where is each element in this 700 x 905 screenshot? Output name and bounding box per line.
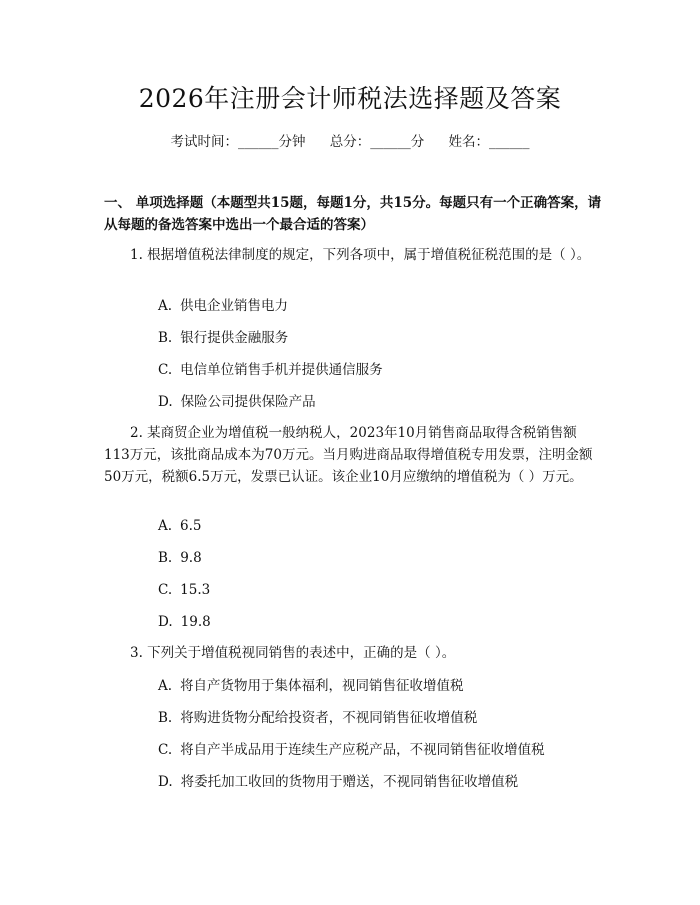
question-3-option-d xyxy=(158,772,598,792)
option-text: 电信单位销售手机并提供通信服务 xyxy=(180,362,383,378)
question-1-stem: 1. 根据增值税法律制度的规定，下列各项中，属于增值税征税范围的是（ ）。 xyxy=(130,247,591,263)
option-text: 银行提供金融服务 xyxy=(180,330,289,346)
question-1-option-a xyxy=(158,296,598,316)
option-text: 将自产半成品用于连续生产应税产品，不视同销售征收增值税 xyxy=(180,742,545,758)
option-label: B. xyxy=(158,330,173,346)
question-1-option-b xyxy=(158,328,598,348)
option-label: D. xyxy=(158,394,173,410)
option-label: C. xyxy=(158,362,173,378)
option-label: D. xyxy=(158,614,173,630)
option-label: B. xyxy=(158,710,173,726)
question-1-option-d xyxy=(158,392,598,412)
option-text: 将自产货物用于集体福利，视同销售征收增值税 xyxy=(180,678,464,694)
option-label: A. xyxy=(158,678,173,694)
option-label: C. xyxy=(158,742,173,758)
question-2-stem: 2. 某商贸企业为增值税一般纳税人，2023年10月销售商品取得含税销售额113万元，该批商品成本为70万元。当月购进商品取得增值税专用发票，注明金额50万元，税额6.5万元，发票已认证。该企业10月应缴纳的增值税为（ ）万元。 xyxy=(104,425,593,485)
question-2-option-d xyxy=(158,612,598,632)
option-text: 15.3 xyxy=(180,582,211,598)
option-text: 保险公司提供保险产品 xyxy=(180,394,316,410)
option-label: C. xyxy=(158,582,173,598)
option-text: 供电企业销售电力 xyxy=(180,298,289,314)
option-label: A. xyxy=(158,298,173,314)
question-3-option-c xyxy=(158,740,598,760)
option-text: 6.5 xyxy=(180,518,202,534)
question-2-option-b xyxy=(158,548,598,568)
option-label: B. xyxy=(158,550,173,566)
option-text: 将委托加工收回的货物用于赠送，不视同销售征收增值税 xyxy=(180,774,519,790)
question-3-stem: 3. 下列关于增值税视同销售的表述中，正确的是（ ）。 xyxy=(130,645,456,661)
question-3-option-a xyxy=(158,676,598,696)
question-3-option-b xyxy=(158,708,598,728)
section-heading: 一、 单项选择题（本题型共15题，每题1分，共15分。每题只有一个正确答案，请从每题的备选答案中选出一个最合适的答案） xyxy=(104,195,602,233)
exam-info-line xyxy=(0,132,700,152)
option-label: A. xyxy=(158,518,173,534)
total-score-field: 总分：______分 xyxy=(329,134,425,150)
option-text: 将购进货物分配给投资者，不视同销售征收增值税 xyxy=(180,710,478,726)
option-text: 19.8 xyxy=(180,614,211,630)
question-2-option-a xyxy=(158,516,598,536)
exam-time-field: 考试时间：______分钟 xyxy=(170,134,306,150)
document-title: 2026年注册会计师税法选择题及答案 xyxy=(138,84,562,113)
question-1-option-c xyxy=(158,360,598,380)
question-2-option-c xyxy=(158,580,598,600)
option-text: 9.8 xyxy=(180,550,202,566)
name-field: 姓名：______ xyxy=(448,134,530,150)
option-label: D. xyxy=(158,774,173,790)
